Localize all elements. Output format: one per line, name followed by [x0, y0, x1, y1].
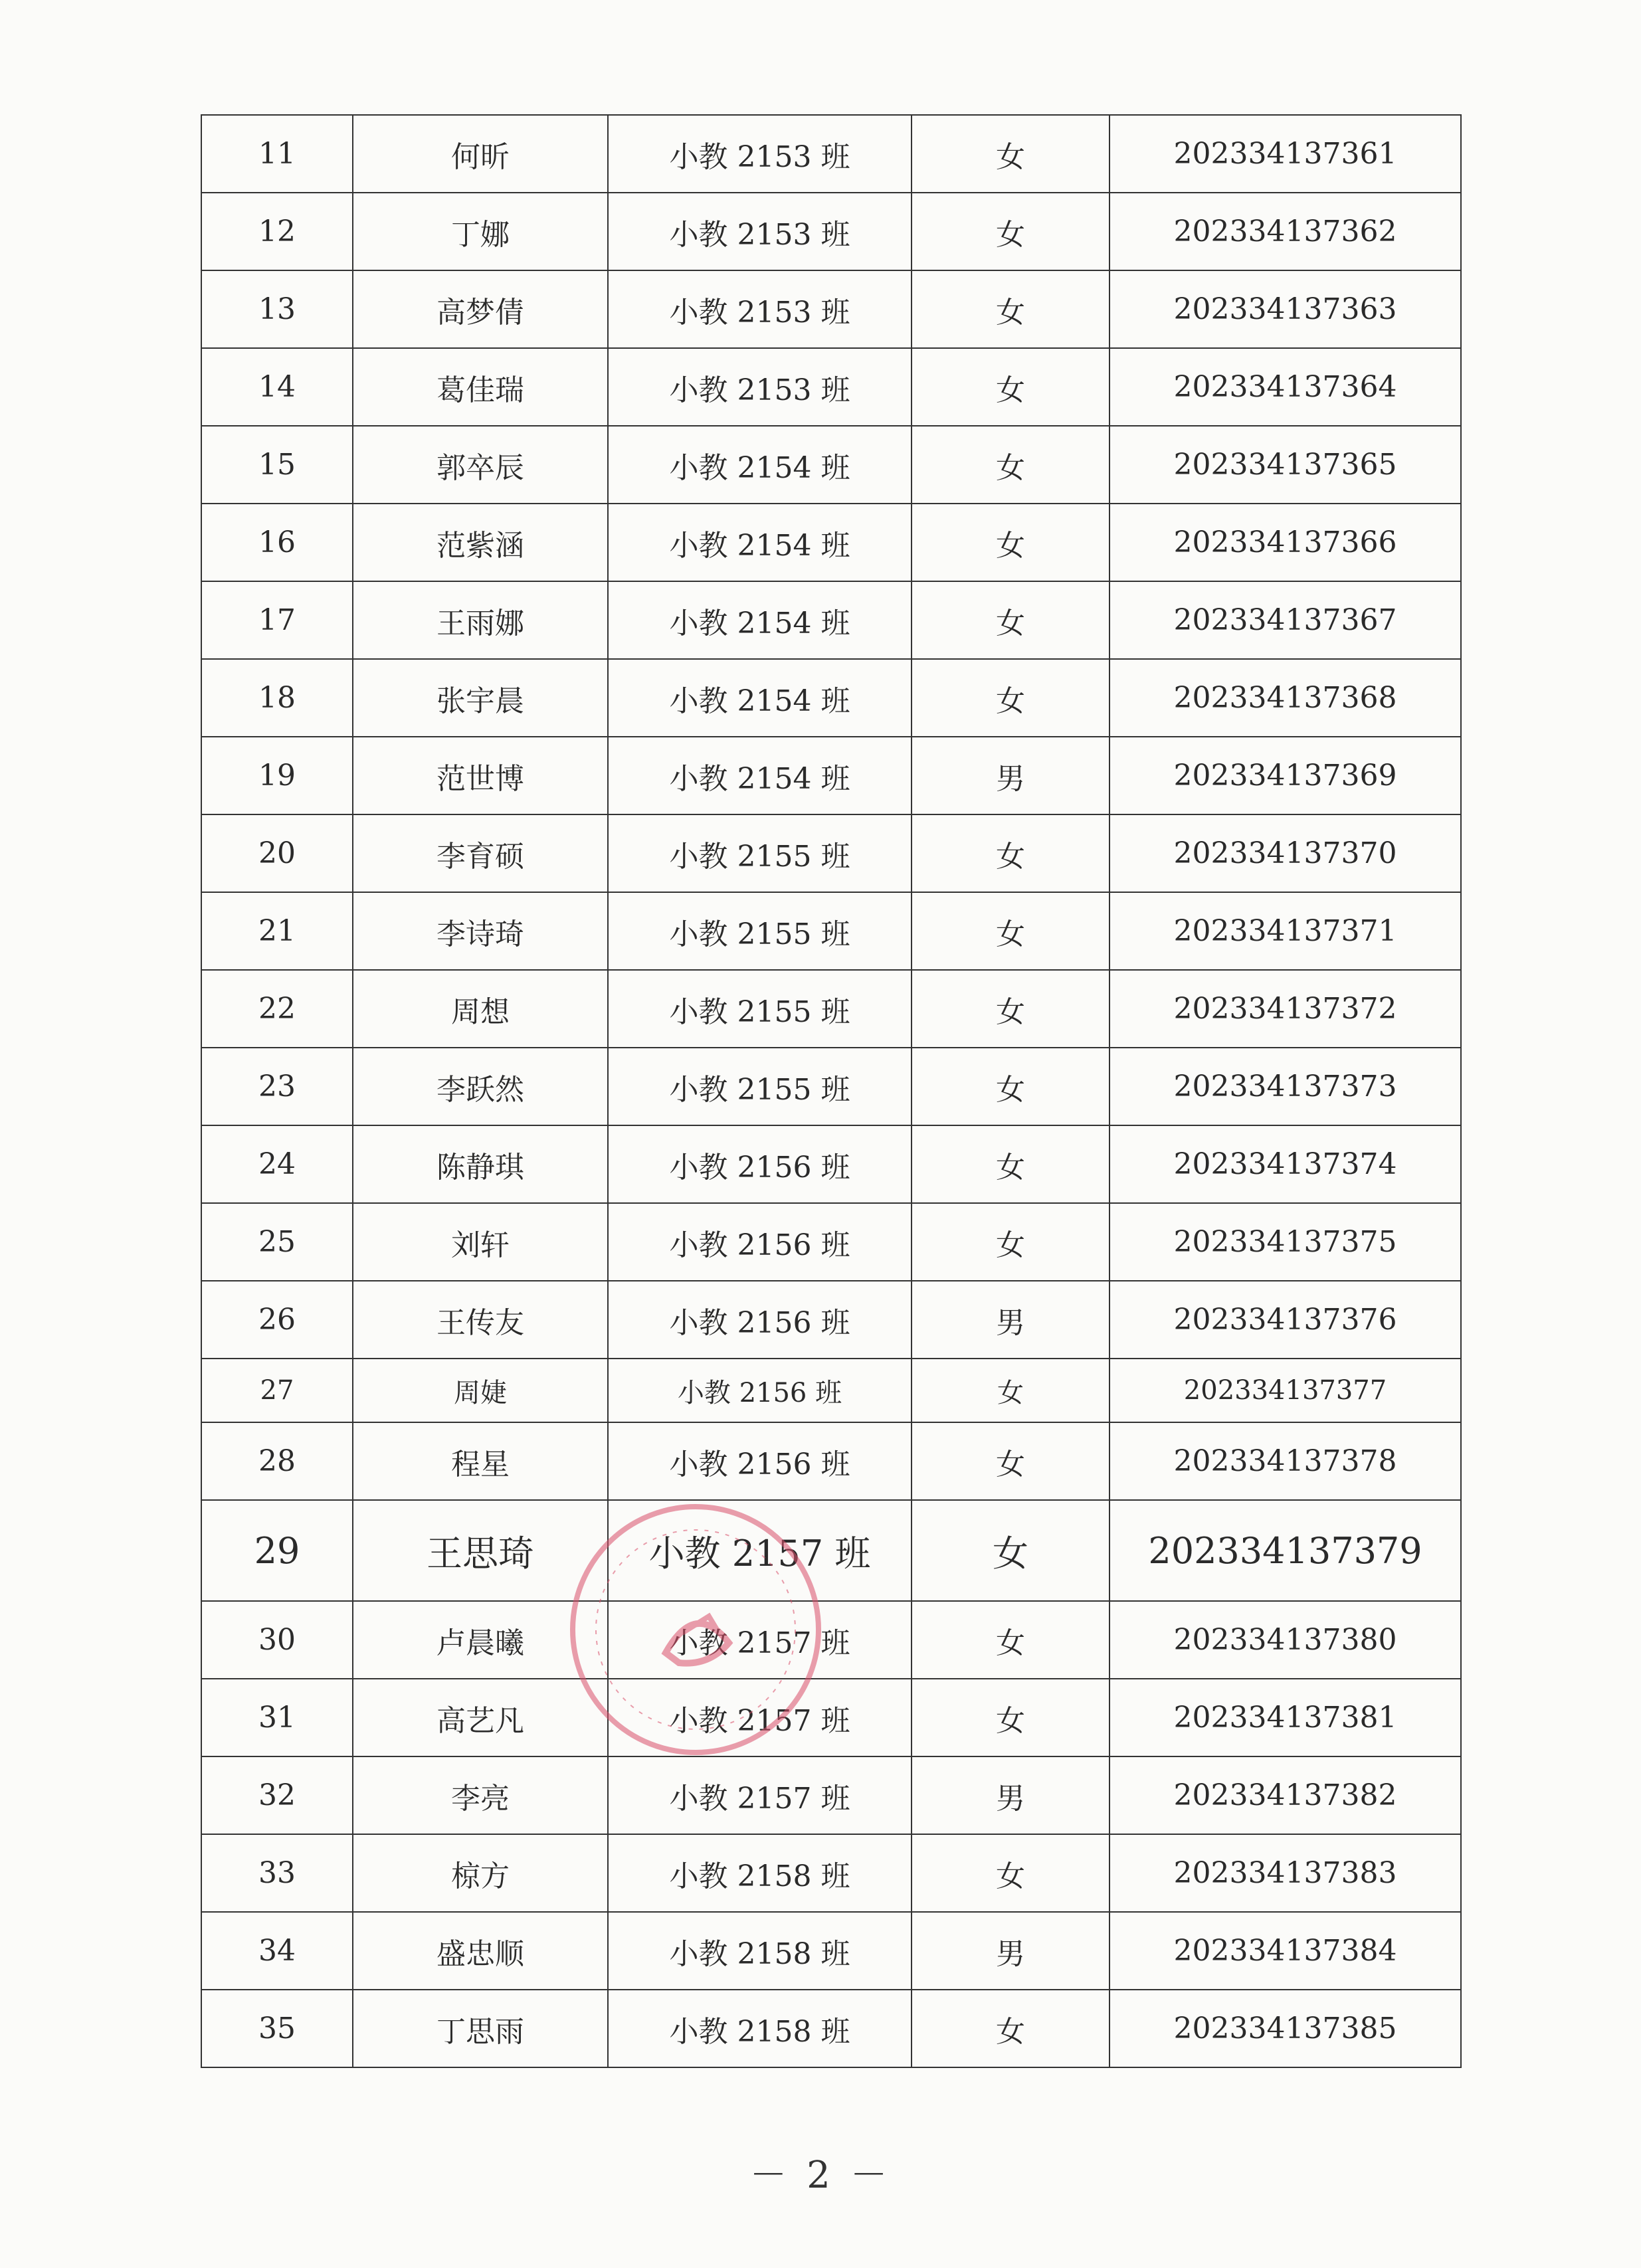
- class-cell: 小教 2156 班: [608, 1359, 912, 1422]
- row-number-cell: 34: [201, 1912, 353, 1990]
- class-cell: 小教 2155 班: [608, 814, 912, 892]
- student-id-cell: 202334137373: [1110, 1048, 1461, 1125]
- student-name-cell: 高艺凡: [353, 1679, 608, 1756]
- student-id-cell: 202334137383: [1110, 1834, 1461, 1912]
- row-number-cell: 30: [201, 1601, 353, 1679]
- class-cell: 小教 2157 班: [608, 1500, 912, 1601]
- gender-cell: 女: [912, 970, 1110, 1048]
- class-cell: 小教 2154 班: [608, 737, 912, 814]
- row-number-cell: 15: [201, 426, 353, 504]
- student-name-cell: 李跃然: [353, 1048, 608, 1125]
- table-row: [201, 892, 1461, 970]
- class-cell: 小教 2158 班: [608, 1990, 912, 2067]
- student-id-cell: 202334137363: [1110, 270, 1461, 348]
- student-name-cell: 周婕: [353, 1359, 608, 1422]
- gender-cell: 男: [912, 1756, 1110, 1834]
- class-cell: 小教 2154 班: [608, 581, 912, 659]
- gender-cell: 女: [912, 1359, 1110, 1422]
- table-row: [201, 1281, 1461, 1359]
- student-name-cell: 范紫涵: [353, 504, 608, 581]
- gender-cell: 女: [912, 270, 1110, 348]
- table-row: [201, 1500, 1461, 1601]
- row-number-cell: 28: [201, 1422, 353, 1500]
- gender-cell: 女: [912, 1048, 1110, 1125]
- row-number-cell: 25: [201, 1203, 353, 1281]
- row-number-cell: 13: [201, 270, 353, 348]
- class-cell: 小教 2153 班: [608, 115, 912, 193]
- table-row: [201, 1912, 1461, 1990]
- table-row: [201, 659, 1461, 737]
- table-row: [201, 1125, 1461, 1203]
- gender-cell: 女: [912, 892, 1110, 970]
- row-number-cell: 18: [201, 659, 353, 737]
- table-row: [201, 270, 1461, 348]
- class-cell: 小教 2158 班: [608, 1912, 912, 1990]
- class-cell: 小教 2155 班: [608, 970, 912, 1048]
- table-row: [201, 1048, 1461, 1125]
- student-id-cell: 202334137375: [1110, 1203, 1461, 1281]
- class-cell: 小教 2154 班: [608, 426, 912, 504]
- student-id-cell: 202334137384: [1110, 1912, 1461, 1990]
- gender-cell: 女: [912, 659, 1110, 737]
- student-name-cell: 椋方: [353, 1834, 608, 1912]
- student-id-cell: 202334137380: [1110, 1601, 1461, 1679]
- class-cell: 小教 2155 班: [608, 892, 912, 970]
- gender-cell: 女: [912, 115, 1110, 193]
- table-row: [201, 1834, 1461, 1912]
- table-row: [201, 1359, 1461, 1422]
- table-row: [201, 970, 1461, 1048]
- student-id-cell: 202334137362: [1110, 193, 1461, 270]
- class-cell: 小教 2154 班: [608, 504, 912, 581]
- gender-cell: 女: [912, 504, 1110, 581]
- student-name-cell: 刘轩: [353, 1203, 608, 1281]
- student-id-cell: 202334137385: [1110, 1990, 1461, 2067]
- table-row: [201, 1422, 1461, 1500]
- gender-cell: 女: [912, 1203, 1110, 1281]
- class-cell: 小教 2156 班: [608, 1203, 912, 1281]
- gender-cell: 女: [912, 1422, 1110, 1500]
- class-cell: 小教 2157 班: [608, 1601, 912, 1679]
- student-name-cell: 王雨娜: [353, 581, 608, 659]
- table-row: [201, 1679, 1461, 1756]
- student-name-cell: 葛佳瑞: [353, 348, 608, 426]
- gender-cell: 男: [912, 737, 1110, 814]
- student-name-cell: 程星: [353, 1422, 608, 1500]
- student-id-cell: 202334137364: [1110, 348, 1461, 426]
- row-number-cell: 35: [201, 1990, 353, 2067]
- gender-cell: 女: [912, 1990, 1110, 2067]
- class-cell: 小教 2157 班: [608, 1756, 912, 1834]
- student-name-cell: 何昕: [353, 115, 608, 193]
- table-row: [201, 426, 1461, 504]
- student-id-cell: 202334137381: [1110, 1679, 1461, 1756]
- student-id-cell: 202334137361: [1110, 115, 1461, 193]
- gender-cell: 女: [912, 1601, 1110, 1679]
- student-name-cell: 李育硕: [353, 814, 608, 892]
- student-id-cell: 202334137365: [1110, 426, 1461, 504]
- gender-cell: 女: [912, 814, 1110, 892]
- student-id-cell: 202334137370: [1110, 814, 1461, 892]
- student-table: [201, 114, 1462, 2068]
- student-id-cell: 202334137371: [1110, 892, 1461, 970]
- table-row: [201, 1756, 1461, 1834]
- table-row: [201, 737, 1461, 814]
- student-id-cell: 202334137377: [1110, 1359, 1461, 1422]
- student-name-cell: 陈静琪: [353, 1125, 608, 1203]
- table-row: [201, 348, 1461, 426]
- student-id-cell: 202334137374: [1110, 1125, 1461, 1203]
- row-number-cell: 20: [201, 814, 353, 892]
- table-row: [201, 814, 1461, 892]
- row-number-cell: 14: [201, 348, 353, 426]
- student-id-cell: 202334137382: [1110, 1756, 1461, 1834]
- class-cell: 小教 2158 班: [608, 1834, 912, 1912]
- row-number-cell: 29: [201, 1500, 353, 1601]
- row-number-cell: 27: [201, 1359, 353, 1422]
- gender-cell: 女: [912, 193, 1110, 270]
- student-name-cell: 王思琦: [353, 1500, 608, 1601]
- student-name-cell: 李亮: [353, 1756, 608, 1834]
- class-cell: 小教 2153 班: [608, 193, 912, 270]
- row-number-cell: 17: [201, 581, 353, 659]
- student-name-cell: 卢晨曦: [353, 1601, 608, 1679]
- table-body: [201, 115, 1461, 2067]
- gender-cell: 女: [912, 581, 1110, 659]
- table-row: [201, 504, 1461, 581]
- row-number-cell: 31: [201, 1679, 353, 1756]
- table-row: [201, 1203, 1461, 1281]
- row-number-cell: 12: [201, 193, 353, 270]
- row-number-cell: 26: [201, 1281, 353, 1359]
- class-cell: 小教 2157 班: [608, 1679, 912, 1756]
- row-number-cell: 23: [201, 1048, 353, 1125]
- row-number-cell: 21: [201, 892, 353, 970]
- gender-cell: 女: [912, 1679, 1110, 1756]
- class-cell: 小教 2153 班: [608, 270, 912, 348]
- class-cell: 小教 2156 班: [608, 1281, 912, 1359]
- student-name-cell: 高梦倩: [353, 270, 608, 348]
- row-number-cell: 19: [201, 737, 353, 814]
- table-row: [201, 581, 1461, 659]
- student-id-cell: 202334137378: [1110, 1422, 1461, 1500]
- row-number-cell: 11: [201, 115, 353, 193]
- class-cell: 小教 2155 班: [608, 1048, 912, 1125]
- page-number: － 2 －: [749, 2154, 892, 2197]
- student-id-cell: 202334137369: [1110, 737, 1461, 814]
- class-cell: 小教 2154 班: [608, 659, 912, 737]
- gender-cell: 男: [912, 1281, 1110, 1359]
- row-number-cell: 24: [201, 1125, 353, 1203]
- student-id-cell: 202334137368: [1110, 659, 1461, 737]
- row-number-cell: 33: [201, 1834, 353, 1912]
- student-name-cell: 李诗琦: [353, 892, 608, 970]
- student-id-cell: 202334137376: [1110, 1281, 1461, 1359]
- table-row: [201, 1990, 1461, 2067]
- gender-cell: 女: [912, 1834, 1110, 1912]
- student-name-cell: 张宇晨: [353, 659, 608, 737]
- gender-cell: 男: [912, 1912, 1110, 1990]
- student-name-cell: 周想: [353, 970, 608, 1048]
- student-name-cell: 郭卒辰: [353, 426, 608, 504]
- table-row: [201, 1601, 1461, 1679]
- student-name-cell: 王传友: [353, 1281, 608, 1359]
- class-cell: 小教 2156 班: [608, 1422, 912, 1500]
- student-name-cell: 丁思雨: [353, 1990, 608, 2067]
- student-id-cell: 202334137366: [1110, 504, 1461, 581]
- student-name-cell: 盛忠顺: [353, 1912, 608, 1990]
- gender-cell: 女: [912, 348, 1110, 426]
- class-cell: 小教 2153 班: [608, 348, 912, 426]
- gender-cell: 女: [912, 426, 1110, 504]
- row-number-cell: 16: [201, 504, 353, 581]
- gender-cell: 女: [912, 1125, 1110, 1203]
- student-id-cell: 202334137379: [1110, 1500, 1461, 1601]
- student-name-cell: 丁娜: [353, 193, 608, 270]
- student-name-cell: 范世博: [353, 737, 608, 814]
- class-cell: 小教 2156 班: [608, 1125, 912, 1203]
- table-row: [201, 115, 1461, 193]
- gender-cell: 女: [912, 1500, 1110, 1601]
- row-number-cell: 32: [201, 1756, 353, 1834]
- row-number-cell: 22: [201, 970, 353, 1048]
- student-id-cell: 202334137372: [1110, 970, 1461, 1048]
- table-row: [201, 193, 1461, 270]
- student-id-cell: 202334137367: [1110, 581, 1461, 659]
